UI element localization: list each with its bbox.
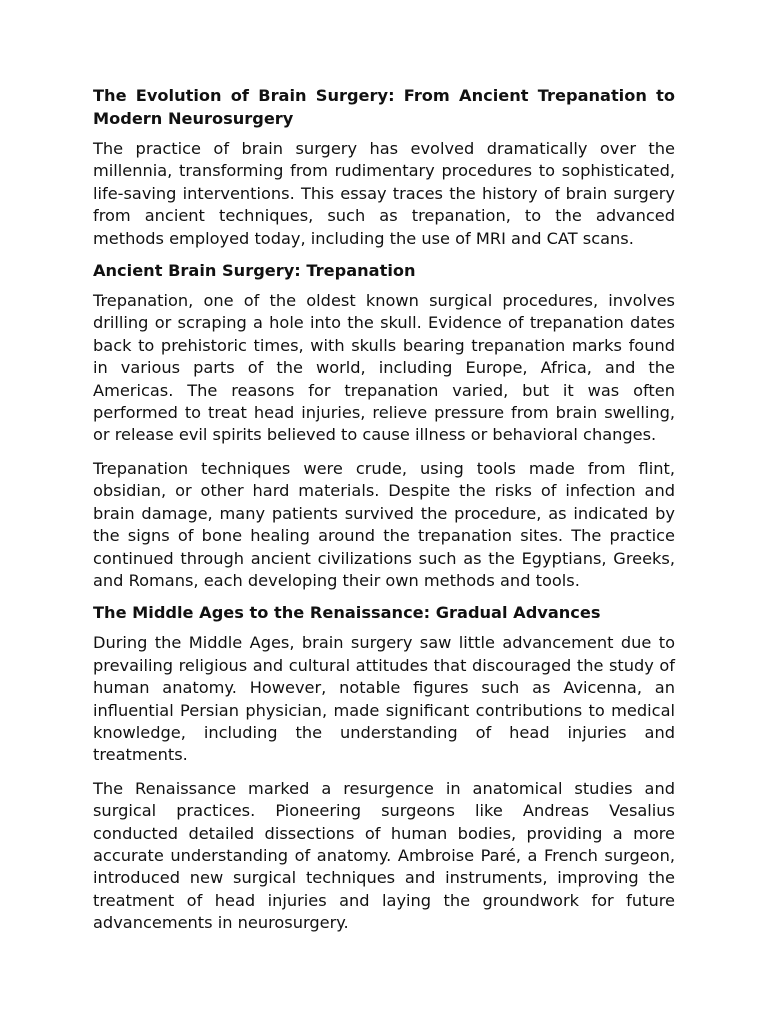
paragraph-middle-ages: During the Middle Ages, brain surgery saw little advancement due to prevailing religious and cultural attitudes that discouraged the study of human anatomy. However, notable figures such as Avicenna, an influential Persian physician, made significant contributions to medical knowledge, including the understanding of head injuries and treatments. [93, 633, 675, 765]
paragraph-renaissance: The Renaissance marked a resurgence in anatomical studies and surgical practices. Pioneering surgeons like Andreas Vesalius conducted detailed dissections of human bodies, providing a more accurate understanding of anatomy. Ambroise Paré, a French surgeon, introduced new surgical techniques and instruments, improving the treatment of head injuries and laying the groundwork for future advancements in neurosurgery. [93, 778, 675, 933]
intro-paragraph: The practice of brain surgery has evolved dramatically over the millennia, transforming from rudimentary procedures to sophisticated, life-saving interventions. This essay traces the history of brain surgery from ancient techniques, such as trepanation, to the advanced methods employed today, including the use of MRI and CAT scans. [93, 139, 675, 248]
paragraph-trepanation-overview: Trepanation, one of the oldest known surgical procedures, involves drilling or scraping a hole into the skull. Evidence of trepanation dates back to prehistoric times, with skulls bearing trepanation marks found in various parts of the world, including Europe, Africa, and the Americas. The reasons for trepanation varied, but it was often performed to treat head injuries, relieve pressure from brain swelling, or release evil spirits believed to cause illness or behavioral changes. [93, 291, 675, 445]
section-heading-trepanation: Ancient Brain Surgery: Trepanation [93, 261, 416, 281]
document-title: The Evolution of Brain Surgery: From Ancient Trepanation to Modern Neurosurgery [93, 86, 675, 128]
section-heading-middle-ages: The Middle Ages to the Renaissance: Gradual Advances [93, 603, 601, 623]
paragraph-trepanation-techniques: Trepanation techniques were crude, using tools made from flint, obsidian, or other hard materials. Despite the risks of infection and brain damage, many patients survived the procedure, as indicated by the signs of bone healing around the trepanation sites. The practice continued through ancient civilizations such as the Egyptians, Greeks, and Romans, each developing their own methods and tools. [93, 458, 675, 590]
